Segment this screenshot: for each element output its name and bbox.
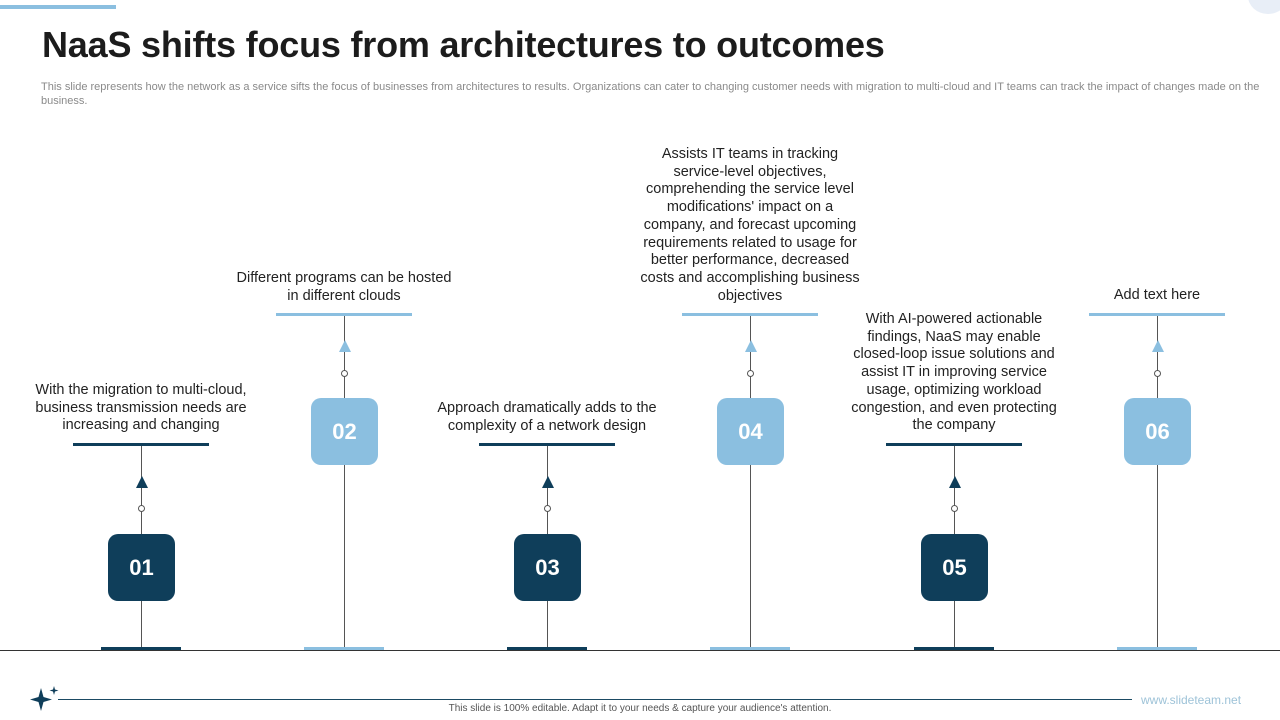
step-description: With AI-powered actionable findings, NaaS may enable closed-loop issue solutions and assist IT in improving service usage, optimizing workload congestion, and even protecting the company (851, 311, 1057, 434)
arrow-up-icon (1152, 340, 1164, 352)
arrow-up-icon (745, 340, 757, 352)
step-description: Different programs can be hosted in different clouds (236, 270, 452, 304)
step-description: Assists IT teams in tracking service-level objectives, comprehending the service level modifications' impact on a company, and forecast upcoming requirements related to usage for better performance, decreased costs and accomplishing business objectives (640, 146, 860, 304)
page-subtitle: This slide represents how the network as a service sifts the focus of businesses from architectures to results. Organizations can cater to changing customer needs with migration to multi-cloud and IT teams can track the impact of changes made on the business. (41, 81, 1260, 107)
step-number-box: 05 (921, 534, 988, 601)
page-title: NaaS shifts focus from architectures to outcomes (42, 24, 885, 65)
step-number-box: 06 (1124, 398, 1191, 465)
arrow-up-icon (542, 476, 554, 488)
connector-dot (1154, 370, 1161, 377)
step-description: Approach dramatically adds to the complexity of a network design (437, 400, 657, 434)
arrow-up-icon (136, 476, 148, 488)
connector-dot (951, 505, 958, 512)
corner-decoration (1248, 0, 1280, 14)
step-connector (344, 316, 345, 650)
connector-dot (747, 370, 754, 377)
connector-dot (138, 505, 145, 512)
step-connector (1157, 316, 1158, 650)
step-number-box: 02 (311, 398, 378, 465)
connector-dot (544, 505, 551, 512)
footer-note: This slide is 100% editable. Adapt it to your needs & capture your audience's attention. (448, 703, 832, 714)
step-number-box: 04 (717, 398, 784, 465)
step-connector (750, 316, 751, 650)
connector-dot (341, 370, 348, 377)
top-accent-bar (0, 5, 116, 9)
footer-line (58, 699, 1132, 700)
step-number-box: 03 (514, 534, 581, 601)
arrow-up-icon (339, 340, 351, 352)
footer-url[interactable]: www.slideteam.net (1141, 693, 1242, 707)
step-number-box: 01 (108, 534, 175, 601)
arrow-up-icon (949, 476, 961, 488)
timeline-baseline (0, 650, 1280, 651)
step-description: Add text here (1113, 287, 1201, 303)
step-description: With the migration to multi-cloud, business transmission needs are increasing and changing (35, 382, 247, 434)
